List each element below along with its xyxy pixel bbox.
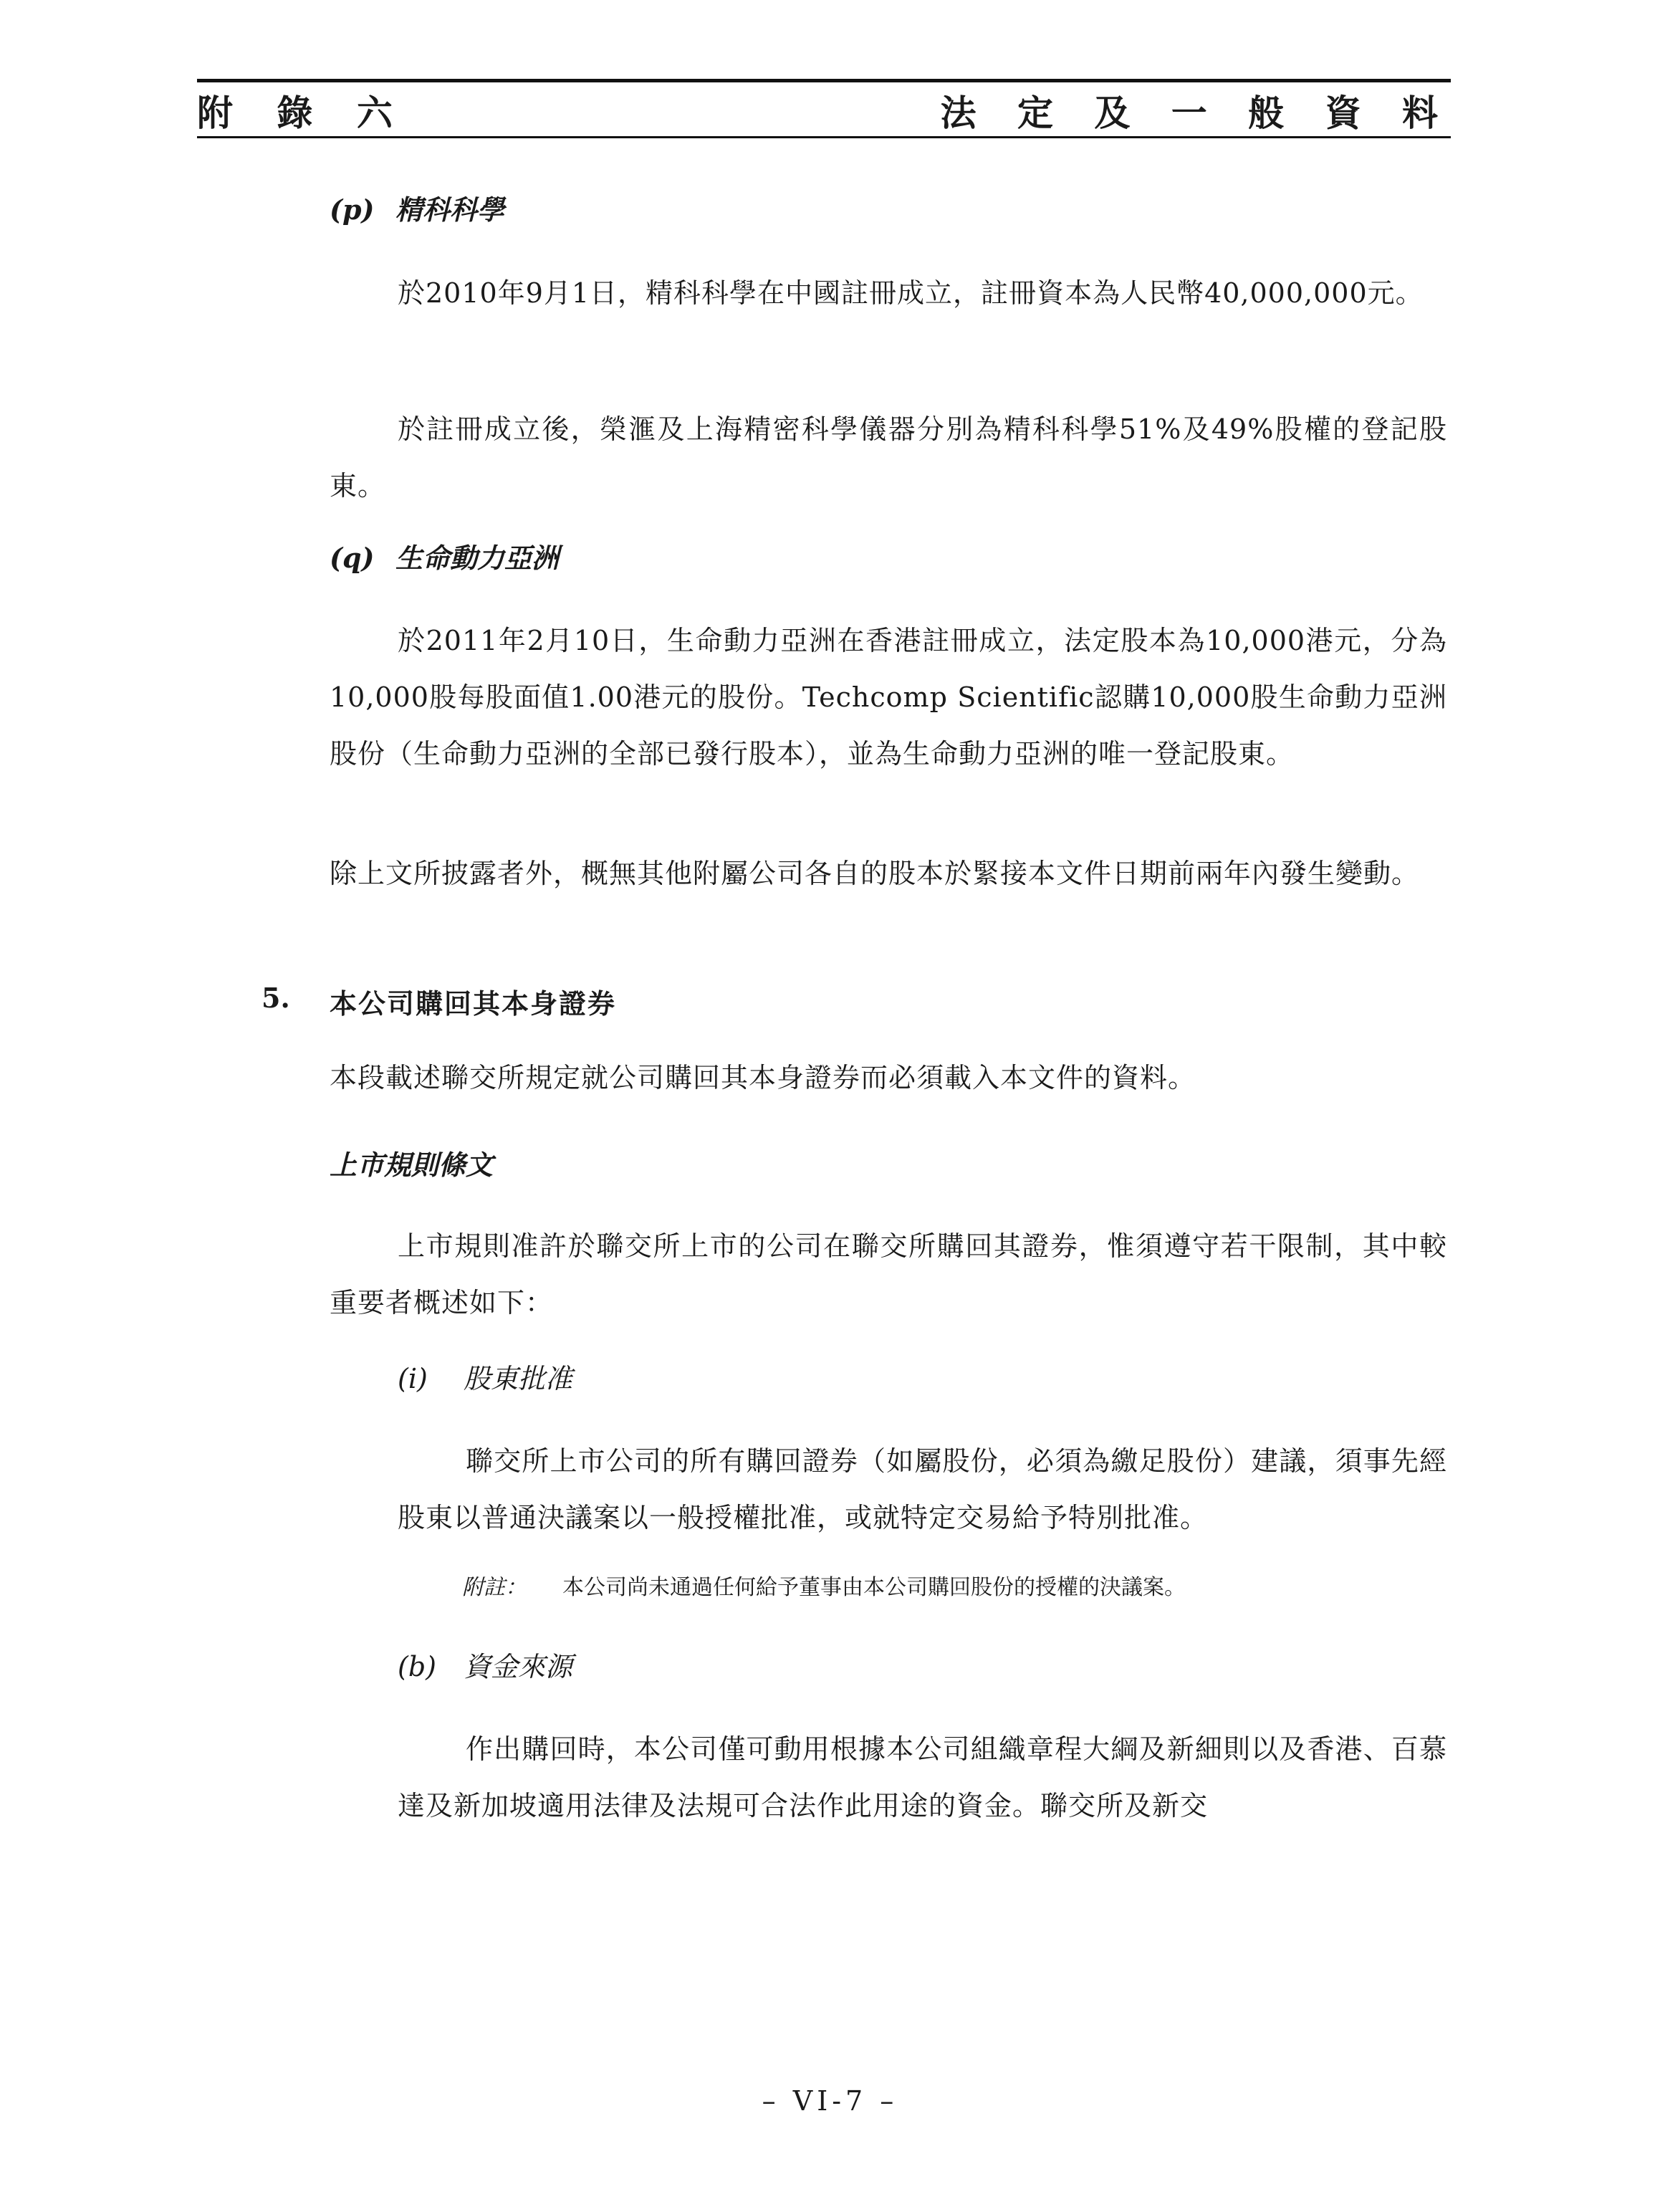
section-5-title: 本公司購回其本身證券 (330, 987, 617, 1020)
item-i-note (462, 1569, 1186, 1601)
closing-paragraph: 除上文所披露者外，概無其他附屬公司各自的股本於緊接本文件日期前兩年內發生變動。 (330, 858, 1420, 889)
subsection-q-title: 生命動力亞洲 (395, 542, 560, 574)
section-5-number: 5. (262, 982, 290, 1014)
subsection-p-paragraph-1: 於2010年9月1日，精科科學在中國註冊成立，註冊資本為人民幣40,000,000元。 (398, 277, 1424, 309)
item-b-heading (398, 1644, 572, 1684)
subsection-p-label: (p) (330, 193, 375, 226)
header-bottom-rule (197, 136, 1451, 138)
item-i-paragraph: 聯交所上市公司的所有購回證券（如屬股份，必須為繳足股份）建議，須事先經股東以普通決議案以一般授權批准，或就特定交易給予特別批准。 (398, 1445, 1447, 1533)
subsection-q-label: (q) (330, 542, 375, 574)
header-top-rule (197, 79, 1451, 82)
section-header-title: 法 定 及 一 般 資 料 (940, 92, 1452, 134)
note-label: 附註： (462, 1575, 527, 1600)
item-b-title: 資金來源 (464, 1651, 573, 1682)
item-i-title: 股東批准 (464, 1363, 573, 1394)
item-b-label: (b) (398, 1651, 436, 1682)
item-b-paragraph: 作出購回時，本公司僅可動用根據本公司組織章程大綱及新細則以及香港、百慕達及新加坡適用法律及法規可合法作此用途的資金。聯交所及新交 (398, 1733, 1447, 1821)
subsection-q-paragraph: 於2011年2月10日，生命動力亞洲在香港註冊成立，法定股本為10,000港元，分為10,000股每股面值1.00港元的股份。Techcomp Scientific認購10,000股生命動力亞洲股份（生命動力亞洲的全部已發行股本），並為生命動力亞洲的唯一登記股東。 (330, 625, 1447, 770)
appendix-label: 附 錄 六 (197, 92, 408, 134)
section-5-intro: 本段載述聯交所規定就公司購回其本身證券而必須載入本文件的資料。 (330, 1062, 1196, 1093)
note-text: 本公司尚未通過任何給予董事由本公司購回股份的授權的決議案。 (562, 1575, 1186, 1600)
subsection-p-title: 精科科學 (395, 193, 505, 226)
subsection-p-heading (330, 188, 504, 227)
item-i-label: (i) (398, 1363, 428, 1394)
subsection-q-heading (330, 536, 559, 575)
listing-rules-heading: 上市規則條文 (330, 1149, 494, 1181)
listing-rules-paragraph: 上市規則准許於聯交所上市的公司在聯交所購回其證券，惟須遵守若干限制，其中較重要者概述如下： (330, 1230, 1447, 1318)
page-number: – VI-7 – (762, 2085, 898, 2117)
item-i-heading (398, 1356, 572, 1396)
subsection-p-paragraph-2: 於註冊成立後，榮滙及上海精密科學儀器分別為精科科學51%及49%股權的登記股東。 (330, 413, 1447, 502)
